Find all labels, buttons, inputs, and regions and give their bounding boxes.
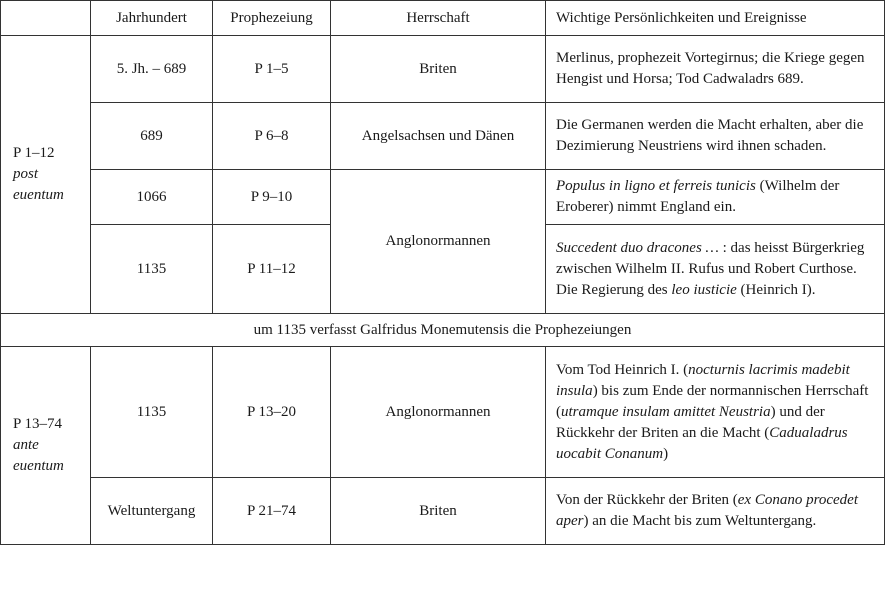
prophecy-cell: P 13–20 <box>213 347 331 478</box>
event-latin: ex Conano procedet aper <box>556 492 859 529</box>
event-cell <box>546 347 885 478</box>
event-cell: Die Germanen werden die Macht erhalten, aber die Dezimierung Neustriens wird ihnen schaden. <box>546 103 885 170</box>
period-label-italic: post euentum <box>13 166 64 203</box>
event-cell: Merlinus, prophezeit Vortegirnus; die Kriege gegen Hengist und Horsa; Tod Cadwaladrs 689. <box>546 36 885 103</box>
event-cell <box>546 225 885 314</box>
period-label-italic: ante euentum <box>13 437 64 474</box>
prophecy-cell: P 1–5 <box>213 36 331 103</box>
period-label: P 13–74 <box>13 416 63 432</box>
header-row <box>1 1 885 36</box>
event-text: ) und der Rückkehr der Briten an die Macht ( <box>556 403 825 441</box>
header-prophecy: Prophezeiung <box>213 1 331 36</box>
header-century: Jahrhundert <box>91 1 213 36</box>
period-label: P 1–12 <box>13 145 55 161</box>
table-row <box>1 478 885 545</box>
event-text: (Heinrich I). <box>736 281 816 298</box>
header-events: Wichtige Persönlichkeiten und Ereignisse <box>546 1 885 36</box>
event-latin: Succedent duo dracones … <box>556 239 719 256</box>
century-cell: 689 <box>91 103 213 170</box>
table-row <box>1 347 885 478</box>
rule-cell: Anglonormannen <box>331 170 546 314</box>
prophecy-cell: P 6–8 <box>213 103 331 170</box>
event-latin: utramque insulam amittet Neustria <box>561 403 771 420</box>
header-rule: Herrschaft <box>331 1 546 36</box>
period-cell-post <box>1 36 91 314</box>
composition-note: um 1135 verfasst Galfridus Monemutensis die Prophezeiungen <box>1 314 885 347</box>
event-latin: nocturnis lacrimis madebit insula <box>556 361 850 399</box>
rule-cell: Briten <box>331 36 546 103</box>
event-latin: Cadualadrus uocabit Conanum <box>556 424 848 462</box>
event-latin: Populus in ligno et ferreis tunicis <box>556 178 756 194</box>
century-cell: 1135 <box>91 347 213 478</box>
prophecy-cell: P 11–12 <box>213 225 331 314</box>
header-cell-empty <box>1 1 91 36</box>
rule-cell: Anglonormannen <box>331 347 546 478</box>
prophecy-cell: P 21–74 <box>213 478 331 545</box>
event-cell <box>546 170 885 225</box>
event-text: ) an die Macht bis zum Weltuntergang. <box>583 513 817 529</box>
event-text: (Wilhelm der Eroberer) nimmt England ein. <box>556 178 840 215</box>
event-text: Vom Tod Heinrich I. ( <box>556 361 689 378</box>
separator-row <box>1 314 885 347</box>
event-text: : das heisst Bürgerkrieg zwischen Wilhelm II. Rufus und Robert Curthose. Die Regierung des <box>556 239 865 298</box>
prophecy-cell: P 9–10 <box>213 170 331 225</box>
rule-cell: Briten <box>331 478 546 545</box>
century-cell: 5. Jh. – 689 <box>91 36 213 103</box>
event-cell <box>546 478 885 545</box>
rule-cell: Angelsachsen und Dänen <box>331 103 546 170</box>
event-text: ) bis zum Ende der normannischen Herrschaft ( <box>556 382 869 420</box>
table-row <box>1 36 885 103</box>
event-text: ) <box>663 445 669 462</box>
table-row <box>1 103 885 170</box>
century-cell: Weltuntergang <box>91 478 213 545</box>
century-cell: 1135 <box>91 225 213 314</box>
period-cell-ante <box>1 347 91 545</box>
table-row <box>1 170 885 225</box>
event-latin: leo iusticie <box>671 281 737 298</box>
event-text: Von der Rückkehr der Briten ( <box>556 492 738 508</box>
century-cell: 1066 <box>91 170 213 225</box>
